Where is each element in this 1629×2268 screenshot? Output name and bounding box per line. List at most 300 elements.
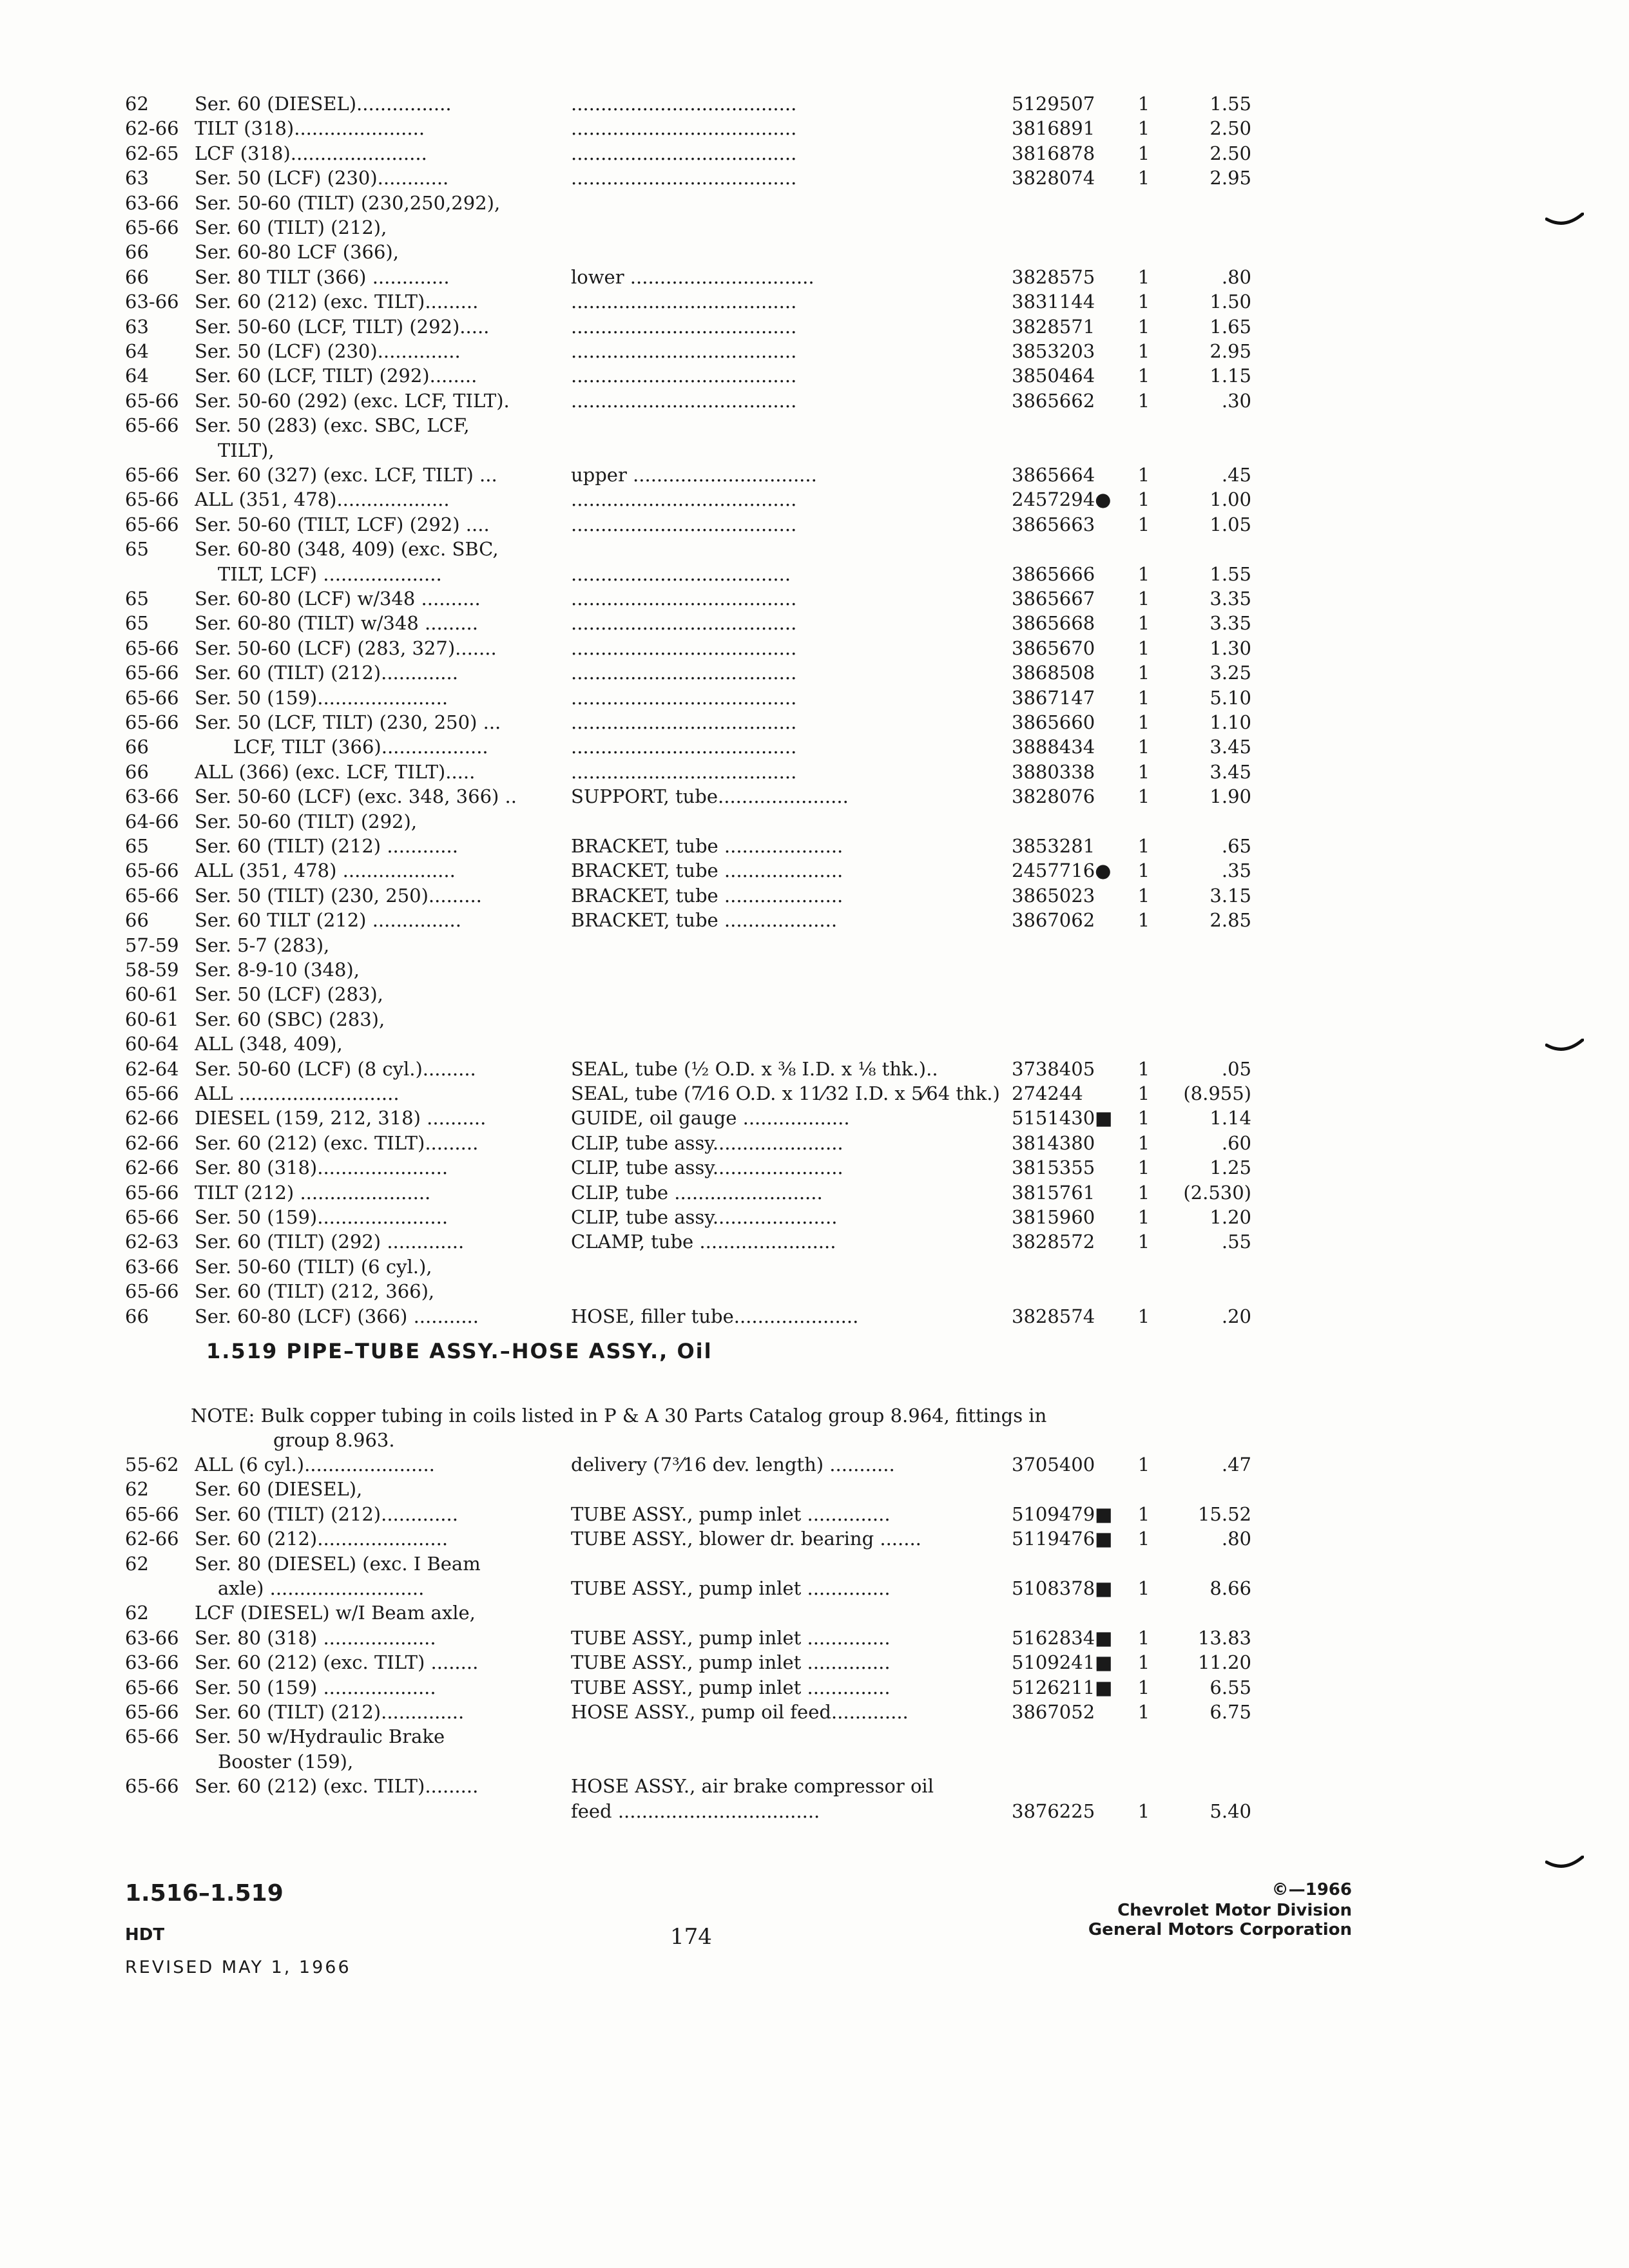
row-description: ......................................	[571, 93, 797, 115]
row-part-number: 3815960	[1012, 1206, 1095, 1228]
row-price: .30	[1221, 389, 1251, 412]
row-quantity: 1	[1137, 1528, 1150, 1550]
row-years: 65	[125, 835, 149, 857]
row-years: 60-61	[125, 1008, 179, 1030]
row-price: 8.66	[1210, 1577, 1251, 1599]
row-part-number: 5109479■	[1012, 1503, 1113, 1525]
row-model: TILT),	[218, 439, 275, 461]
row-description: TUBE ASSY., pump inlet ..............	[571, 1577, 891, 1599]
row-model: Ser. 50 (TILT) (230, 250).........	[195, 884, 482, 907]
row-description: ......................................	[571, 117, 797, 140]
binder-hole-mark	[1545, 213, 1584, 228]
row-years: 55-62	[125, 1454, 179, 1475]
binder-hole-mark	[1545, 1039, 1584, 1054]
row-years: 65-66	[125, 884, 179, 907]
row-description: upper ...............................	[571, 464, 817, 486]
row-years: 65-66	[125, 1206, 179, 1228]
row-quantity: 1	[1137, 1800, 1150, 1822]
row-model: Ser. 50 (159)......................	[195, 686, 448, 709]
row-part-number: 2457716●	[1012, 860, 1112, 882]
row-description: delivery (7³⁄16 dev. length) ...........	[571, 1454, 895, 1475]
row-part-number: 3828575	[1012, 265, 1095, 288]
section-note: NOTE: Bulk copper tubing in coils listed in P & A 30 Parts Catalog group 8.964, fittings in	[191, 1405, 1047, 1427]
row-model: Ser. 60 (212) (exc. TILT).........	[195, 1775, 479, 1798]
row-years: 64	[125, 340, 149, 362]
row-price: .47	[1221, 1454, 1251, 1475]
row-model: Ser. 60 (LCF, TILT) (292)........	[195, 365, 477, 387]
row-model: Ser. 50 (LCF) (283),	[195, 983, 383, 1006]
footer-section-range: 1.516–1.519	[125, 1880, 284, 1907]
row-model: ALL (348, 409),	[195, 1033, 343, 1055]
row-years: 62	[125, 1552, 149, 1575]
row-part-number: 3828574	[1012, 1305, 1095, 1327]
row-description: HOSE ASSY., pump oil feed.............	[571, 1701, 909, 1723]
section-heading: 1.519 PIPE–TUBE ASSY.–HOSE ASSY., Oil	[206, 1339, 713, 1363]
row-model: Ser. 60-80 LCF (366),	[195, 241, 399, 264]
row-part-number: 3853203	[1012, 340, 1095, 362]
row-description: ......................................	[571, 760, 797, 783]
row-years: 65-66	[125, 686, 179, 709]
row-price: 15.52	[1197, 1503, 1251, 1525]
publisher-corporation: General Motors Corporation	[1088, 1920, 1352, 1939]
row-model: Ser. 60 (TILT) (212),	[195, 216, 387, 238]
row-quantity: 1	[1137, 860, 1150, 882]
row-price: 13.83	[1197, 1626, 1251, 1649]
row-part-number: 3868508	[1012, 662, 1095, 684]
row-years: 63-66	[125, 785, 179, 808]
row-price: 1.50	[1210, 291, 1251, 313]
row-description: ......................................	[571, 142, 797, 164]
row-part-number: 3867147	[1012, 686, 1095, 709]
row-description: GUIDE, oil gauge ..................	[571, 1107, 850, 1129]
row-description: CLIP, tube assy.....................	[571, 1206, 838, 1228]
row-quantity: 1	[1137, 117, 1150, 140]
row-price: .35	[1221, 860, 1251, 882]
row-years: 65-66	[125, 637, 179, 659]
row-model: Ser. 60 (TILT) (292) .............	[195, 1231, 465, 1253]
row-model: Ser. 60-80 (LCF) w/348 ..........	[195, 588, 481, 610]
page-number: 174	[670, 1924, 712, 1950]
row-price: 1.20	[1210, 1206, 1251, 1228]
row-part-number: 3828571	[1012, 315, 1095, 338]
row-model: Ser. 50 (159)......................	[195, 1206, 448, 1228]
row-years: 65-66	[125, 389, 179, 412]
row-quantity: 1	[1137, 1701, 1150, 1723]
row-part-number: 3888434	[1012, 736, 1095, 758]
row-part-number: 3828076	[1012, 785, 1095, 808]
row-quantity: 1	[1137, 884, 1150, 907]
row-price: 3.45	[1210, 760, 1251, 783]
row-years: 64-66	[125, 810, 179, 832]
row-description: ......................................	[571, 488, 797, 511]
row-part-number: 3853281	[1012, 835, 1095, 857]
row-part-number: 5108378■	[1012, 1577, 1113, 1599]
row-model: LCF, TILT (366)..................	[233, 736, 488, 758]
row-price: 2.50	[1210, 142, 1251, 164]
row-part-number: 3867062	[1012, 909, 1095, 932]
row-years: 66	[125, 760, 149, 783]
row-quantity: 1	[1137, 142, 1150, 164]
row-model: Ser. 80 TILT (366) .............	[195, 265, 450, 288]
row-model: Ser. 60 (SBC) (283),	[195, 1008, 385, 1030]
row-model: Ser. 60 (DIESEL),	[195, 1478, 363, 1501]
row-part-number: 3880338	[1012, 760, 1095, 783]
row-price: 1.30	[1210, 637, 1251, 659]
row-model: Ser. 50 (283) (exc. SBC, LCF,	[195, 414, 470, 437]
row-description: TUBE ASSY., blower dr. bearing .......	[571, 1528, 921, 1550]
row-years: 65-66	[125, 216, 179, 238]
row-price: 2.95	[1210, 340, 1251, 362]
row-years: 65-66	[125, 1775, 179, 1798]
row-years: 65-66	[125, 464, 179, 486]
row-years: 65-66	[125, 662, 179, 684]
row-model: Ser. 60 (212) (exc. TILT).........	[195, 291, 479, 313]
row-description: SEAL, tube (7⁄16 O.D. x 11⁄32 I.D. x 5⁄64 thk.)	[571, 1082, 1000, 1104]
row-description: ......................................	[571, 736, 797, 758]
row-model: TILT (318)......................	[195, 117, 425, 140]
row-part-number: 2457294●	[1012, 488, 1112, 511]
row-years: 66	[125, 265, 149, 288]
row-years: 63-66	[125, 1255, 179, 1278]
row-quantity: 1	[1137, 909, 1150, 932]
row-quantity: 1	[1137, 637, 1150, 659]
row-price: 3.45	[1210, 736, 1251, 758]
row-quantity: 1	[1137, 488, 1150, 511]
row-years: 66	[125, 1305, 149, 1327]
row-price: 6.75	[1210, 1701, 1251, 1723]
row-description: TUBE ASSY., pump inlet ..............	[571, 1676, 891, 1698]
row-part-number: 3815761	[1012, 1181, 1095, 1204]
row-part-number: 3814380	[1012, 1131, 1095, 1154]
row-model: ALL (351, 478)...................	[195, 488, 450, 511]
row-description: ......................................	[571, 365, 797, 387]
row-quantity: 1	[1137, 365, 1150, 387]
row-part-number: 3865023	[1012, 884, 1095, 907]
row-price: .80	[1221, 265, 1251, 288]
row-description: lower ...............................	[571, 265, 815, 288]
row-quantity: 1	[1137, 588, 1150, 610]
row-model: Ser. 60 TILT (212) ...............	[195, 909, 461, 932]
row-part-number: 3876225	[1012, 1800, 1095, 1822]
row-quantity: 1	[1137, 835, 1150, 857]
row-description: ......................................	[571, 291, 797, 313]
row-price: .60	[1221, 1131, 1251, 1154]
row-model: Ser. 50 (LCF) (230)............	[195, 167, 449, 189]
row-description: BRACKET, tube ....................	[571, 860, 843, 882]
row-part-number: 3816891	[1012, 117, 1095, 140]
row-years: 60-61	[125, 983, 179, 1006]
row-description: BRACKET, tube ....................	[571, 835, 843, 857]
row-part-number: 3816878	[1012, 142, 1095, 164]
row-quantity: 1	[1137, 167, 1150, 189]
row-price: 1.15	[1210, 365, 1251, 387]
row-quantity: 1	[1137, 1454, 1150, 1475]
row-quantity: 1	[1137, 736, 1150, 758]
row-model: Ser. 60 (TILT) (212) ............	[195, 835, 458, 857]
row-part-number: 5129507	[1012, 93, 1095, 115]
row-part-number: 5151430■	[1012, 1107, 1113, 1129]
row-description: ......................................	[571, 588, 797, 610]
row-part-number: 3867052	[1012, 1701, 1095, 1723]
row-description: ......................................	[571, 315, 797, 338]
row-quantity: 1	[1137, 686, 1150, 709]
row-quantity: 1	[1137, 612, 1150, 635]
row-model: TILT, LCF) ....................	[218, 562, 442, 585]
row-part-number: 274244	[1012, 1082, 1083, 1104]
row-description: ......................................	[571, 513, 797, 535]
row-model: Ser. 60 (TILT) (212).............	[195, 1503, 458, 1525]
row-quantity: 1	[1137, 1206, 1150, 1228]
row-price: 2.50	[1210, 117, 1251, 140]
row-years: 60-64	[125, 1033, 179, 1055]
row-part-number: 3865668	[1012, 612, 1095, 635]
row-price: 2.85	[1210, 909, 1251, 932]
row-years: 66	[125, 736, 149, 758]
row-quantity: 1	[1137, 265, 1150, 288]
row-description: ......................................	[571, 612, 797, 635]
row-quantity: 1	[1137, 1057, 1150, 1080]
row-quantity: 1	[1137, 1107, 1150, 1129]
row-quantity: 1	[1137, 1577, 1150, 1599]
section-note-continued: group 8.963.	[273, 1429, 395, 1451]
row-model: Ser. 50 (LCF, TILT) (230, 250) ...	[195, 711, 501, 733]
row-model: Ser. 50-60 (TILT) (292),	[195, 810, 418, 832]
row-years: 65	[125, 612, 149, 635]
row-years: 65-66	[125, 1181, 179, 1204]
row-model: Ser. 60 (TILT) (212).............	[195, 662, 458, 684]
row-description: ......................................	[571, 711, 797, 733]
row-quantity: 1	[1137, 291, 1150, 313]
row-price: 2.95	[1210, 167, 1251, 189]
row-years: 62	[125, 1602, 149, 1624]
row-price: 5.10	[1210, 686, 1251, 709]
row-description: CLIP, tube .........................	[571, 1181, 823, 1204]
row-price: (8.955)	[1183, 1082, 1251, 1104]
row-description: BRACKET, tube ....................	[571, 884, 843, 907]
row-description: BRACKET, tube ...................	[571, 909, 838, 932]
row-years: 58-59	[125, 959, 179, 981]
row-price: 1.90	[1210, 785, 1251, 808]
row-model: ALL (6 cyl.)......................	[195, 1454, 435, 1475]
row-model: Ser. 50-60 (292) (exc. LCF, TILT).	[195, 389, 510, 412]
row-part-number: 5126211■	[1012, 1676, 1113, 1698]
row-model: Ser. 80 (318) ...................	[195, 1626, 436, 1649]
row-price: .55	[1221, 1231, 1251, 1253]
row-description: HOSE ASSY., air brake compressor oil	[571, 1775, 934, 1798]
row-price: 1.55	[1210, 93, 1251, 115]
row-quantity: 1	[1137, 389, 1150, 412]
row-model: Ser. 80 (318)......................	[195, 1157, 448, 1179]
row-price: .80	[1221, 1528, 1251, 1550]
row-price: 11.20	[1197, 1651, 1251, 1674]
row-years: 57-59	[125, 934, 179, 956]
row-years: 65-66	[125, 860, 179, 882]
row-model: Ser. 60 (TILT) (212)..............	[195, 1701, 465, 1723]
row-model: LCF (DIESEL) w/I Beam axle,	[195, 1602, 476, 1624]
row-quantity: 1	[1137, 1651, 1150, 1674]
row-part-number: 3850464	[1012, 365, 1095, 387]
row-model: Booster (159),	[218, 1750, 354, 1773]
row-description: ......................................	[571, 686, 797, 709]
row-model: Ser. 50-60 (LCF) (283, 327).......	[195, 637, 497, 659]
row-model: Ser. 80 (DIESEL) (exc. I Beam	[195, 1552, 481, 1575]
row-price: .65	[1221, 835, 1251, 857]
row-years: 66	[125, 909, 149, 932]
row-years: 65-66	[125, 1503, 179, 1525]
row-model: Ser. 50-60 (TILT, LCF) (292) ....	[195, 513, 490, 535]
row-years: 63	[125, 167, 149, 189]
row-quantity: 1	[1137, 340, 1150, 362]
row-price: 1.10	[1210, 711, 1251, 733]
row-years: 62-66	[125, 117, 179, 140]
row-quantity: 1	[1137, 1503, 1150, 1525]
row-part-number: 3815355	[1012, 1157, 1095, 1179]
row-part-number: 3865660	[1012, 711, 1095, 733]
row-quantity: 1	[1137, 1157, 1150, 1179]
row-years: 62-65	[125, 142, 179, 164]
row-quantity: 1	[1137, 760, 1150, 783]
row-quantity: 1	[1137, 1131, 1150, 1154]
row-price: 1.14	[1210, 1107, 1251, 1129]
row-quantity: 1	[1137, 662, 1150, 684]
row-part-number: 3865663	[1012, 513, 1095, 535]
row-price: 3.35	[1210, 588, 1251, 610]
row-years: 62	[125, 1478, 149, 1501]
row-description: .....................................	[571, 562, 791, 585]
row-description: HOSE, filler tube.....................	[571, 1305, 859, 1327]
row-price: 6.55	[1210, 1676, 1251, 1698]
row-part-number: 5162834■	[1012, 1626, 1113, 1649]
row-part-number: 3828572	[1012, 1231, 1095, 1253]
row-years: 62-64	[125, 1057, 179, 1080]
row-description: SUPPORT, tube......................	[571, 785, 849, 808]
row-price: (2.530)	[1183, 1181, 1251, 1204]
row-price: 3.15	[1210, 884, 1251, 907]
row-price: 1.00	[1210, 488, 1251, 511]
row-price: 3.25	[1210, 662, 1251, 684]
row-description: TUBE ASSY., pump inlet ..............	[571, 1626, 891, 1649]
row-years: 62-66	[125, 1157, 179, 1179]
row-quantity: 1	[1137, 711, 1150, 733]
row-part-number: 3865667	[1012, 588, 1095, 610]
row-model: Ser. 60 (327) (exc. LCF, TILT) ...	[195, 464, 497, 486]
row-model: Ser. 50-60 (LCF, TILT) (292).....	[195, 315, 490, 338]
row-description: CLAMP, tube .......................	[571, 1231, 836, 1253]
row-years: 65	[125, 588, 149, 610]
row-description: ......................................	[571, 167, 797, 189]
row-quantity: 1	[1137, 1082, 1150, 1104]
row-price: 1.05	[1210, 513, 1251, 535]
row-description: SEAL, tube (½ O.D. x ⅜ I.D. x ⅛ thk.)..	[571, 1057, 938, 1080]
publisher-division: Chevrolet Motor Division	[1117, 1901, 1352, 1920]
row-model: DIESEL (159, 212, 318) ..........	[195, 1107, 487, 1129]
row-years: 62-63	[125, 1231, 179, 1253]
row-price: 3.35	[1210, 612, 1251, 635]
row-description: CLIP, tube assy......................	[571, 1131, 843, 1154]
row-price: 5.40	[1210, 1800, 1251, 1822]
row-description: ......................................	[571, 637, 797, 659]
row-years: 65	[125, 538, 149, 561]
row-years: 62-66	[125, 1107, 179, 1129]
row-quantity: 1	[1137, 1676, 1150, 1698]
row-years: 65-66	[125, 488, 179, 511]
row-quantity: 1	[1137, 315, 1150, 338]
row-model: Ser. 50-60 (TILT) (230,250,292),	[195, 191, 501, 214]
row-price: .05	[1221, 1057, 1251, 1080]
row-model: Ser. 60-80 (348, 409) (exc. SBC,	[195, 538, 499, 561]
row-price: 1.25	[1210, 1157, 1251, 1179]
row-model: axle) ..........................	[218, 1577, 425, 1599]
row-years: 65-66	[125, 1701, 179, 1723]
row-model: Ser. 50-60 (TILT) (6 cyl.),	[195, 1255, 432, 1278]
row-description: CLIP, tube assy......................	[571, 1157, 843, 1179]
row-model: Ser. 60 (DIESEL)................	[195, 93, 452, 115]
row-quantity: 1	[1137, 1305, 1150, 1327]
row-years: 66	[125, 241, 149, 264]
row-price: .20	[1221, 1305, 1251, 1327]
row-years: 62-66	[125, 1528, 179, 1550]
row-years: 63	[125, 315, 149, 338]
row-part-number: 3865666	[1012, 562, 1095, 585]
row-part-number: 3738405	[1012, 1057, 1095, 1080]
row-model: Ser. 50 w/Hydraulic Brake	[195, 1725, 445, 1748]
row-years: 65-66	[125, 414, 179, 437]
copyright-line: ©—1966	[1271, 1880, 1352, 1899]
row-model: ALL (351, 478) ...................	[195, 860, 456, 882]
row-model: Ser. 60 (TILT) (212, 366),	[195, 1280, 435, 1303]
footer-catalog-code: HDT	[125, 1925, 165, 1945]
row-years: 63-66	[125, 1626, 179, 1649]
row-part-number: 5109241■	[1012, 1651, 1113, 1674]
row-part-number: 3828074	[1012, 167, 1095, 189]
row-model: LCF (318).......................	[195, 142, 427, 164]
row-model: Ser. 60 (212) (exc. TILT).........	[195, 1131, 479, 1154]
row-model: Ser. 8-9-10 (348),	[195, 959, 360, 981]
row-quantity: 1	[1137, 562, 1150, 585]
row-quantity: 1	[1137, 93, 1150, 115]
row-model: ALL (366) (exc. LCF, TILT).....	[195, 760, 476, 783]
row-years: 65-66	[125, 1676, 179, 1698]
row-years: 63-66	[125, 291, 179, 313]
row-description: TUBE ASSY., pump inlet ..............	[571, 1651, 891, 1674]
row-description: ......................................	[571, 340, 797, 362]
row-part-number: 3865664	[1012, 464, 1095, 486]
row-model: Ser. 5-7 (283),	[195, 934, 330, 956]
footer-revised-date: REVISED MAY 1, 1966	[125, 1957, 351, 1977]
row-model: Ser. 60 (212)......................	[195, 1528, 448, 1550]
row-description: TUBE ASSY., pump inlet ..............	[571, 1503, 891, 1525]
row-years: 62	[125, 93, 149, 115]
row-quantity: 1	[1137, 1231, 1150, 1253]
row-quantity: 1	[1137, 785, 1150, 808]
row-model: Ser. 50 (159) ...................	[195, 1676, 436, 1698]
row-part-number: 5119476■	[1012, 1528, 1113, 1550]
row-description: ......................................	[571, 662, 797, 684]
row-model: Ser. 50-60 (LCF) (8 cyl.).........	[195, 1057, 476, 1080]
row-price: 1.65	[1210, 315, 1251, 338]
row-quantity: 1	[1137, 464, 1150, 486]
row-quantity: 1	[1137, 1181, 1150, 1204]
row-description: ......................................	[571, 389, 797, 412]
row-part-number: 3865662	[1012, 389, 1095, 412]
binder-hole-mark	[1545, 1856, 1584, 1871]
row-years: 65-66	[125, 711, 179, 733]
row-model: Ser. 60 (212) (exc. TILT) ........	[195, 1651, 479, 1674]
row-model: ALL ...........................	[195, 1082, 400, 1104]
row-part-number: 3705400	[1012, 1454, 1095, 1475]
row-years: 63-66	[125, 1651, 179, 1674]
row-years: 65-66	[125, 513, 179, 535]
